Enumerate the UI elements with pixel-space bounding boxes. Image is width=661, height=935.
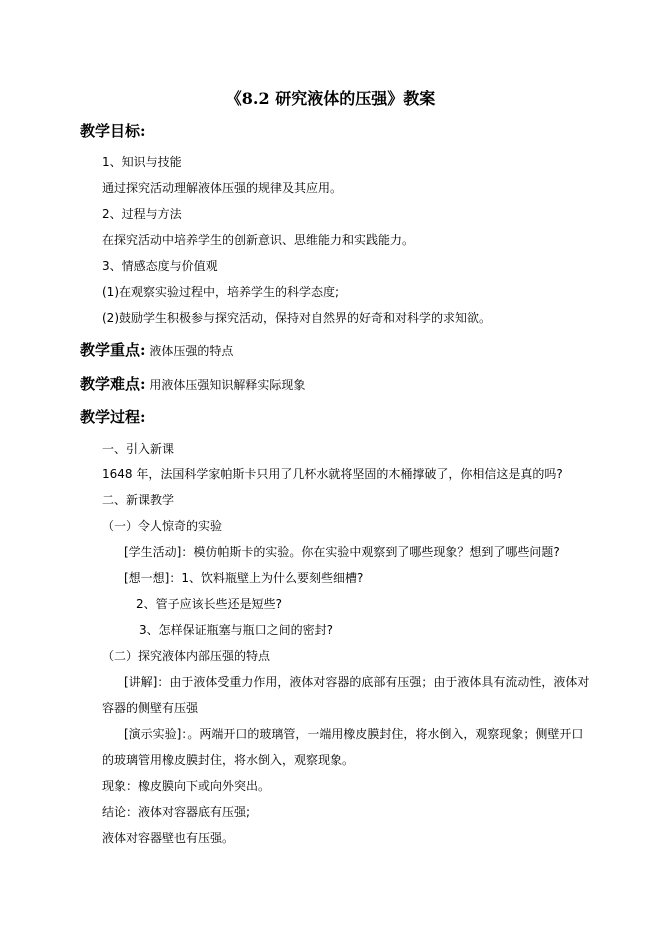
think-question-1: [想一想]：1、饮料瓶壁上为什么要刻些细槽? xyxy=(124,571,364,585)
goal-item-3-a: (1)在观察实验过程中，培养学生的科学态度; xyxy=(102,285,340,299)
goal-item-2: 2、过程与方法 xyxy=(102,207,182,221)
teaching-goals-heading: 教学目标: xyxy=(80,122,146,140)
demo-line-1: [演示实验]：。两端开口的玻璃管，一端用橡皮膜封住，将水倒入，观察现象；侧壁开口 xyxy=(124,727,584,741)
goal-item-2-text: 在探究活动中培养学生的创新意识、思维能力和实践能力。 xyxy=(102,233,415,247)
conclusion-line-1: 结论：液体对容器底有压强; xyxy=(102,805,251,819)
key-point-line xyxy=(80,340,233,361)
key-point-text: 液体压强的特点 xyxy=(149,344,234,358)
demo-line-2: 的玻璃管用橡皮膜封住，将水倒入，观察现象。 xyxy=(102,753,355,767)
goal-item-1-text: 通过探究活动理解液体压强的规律及其应用。 xyxy=(102,181,343,195)
key-point-label: 教学重点: xyxy=(80,341,146,359)
section-1-heading: 一、引入新课 xyxy=(102,442,175,456)
conclusion-line-2: 液体对容器壁也有压强。 xyxy=(102,831,235,845)
difficulty-text: 用液体压强知识解释实际现象 xyxy=(149,378,306,392)
lecture-line-2: 容器的侧壁有压强 xyxy=(102,701,199,715)
student-activity: [学生活动]：模仿帕斯卡的实验。你在实验中观察到了哪些现象？想到了哪些问题? xyxy=(124,545,560,559)
phenomenon-line: 现象：橡皮膜向下或向外突出。 xyxy=(102,779,271,793)
section-1-text: 1648 年，法国科学家帕斯卡只用了几杯水就将坚固的木桶撑破了，你相信这是真的吗? xyxy=(102,467,563,481)
think-question-2: 2、管子应该长些还是短些? xyxy=(136,597,283,611)
goal-item-1: 1、知识与技能 xyxy=(102,155,182,169)
section-2-heading: 二、新课教学 xyxy=(102,493,175,507)
document-title: 《8.2 研究液体的压强》教案 xyxy=(225,89,436,108)
subsection-1-heading: （一）令人惊奇的实验 xyxy=(102,519,223,533)
subsection-2-heading: （二）探究液体内部压强的特点 xyxy=(102,649,271,663)
goal-item-3-b: (2)鼓励学生积极参与探究活动，保持对自然界的好奇和对科学的求知欲。 xyxy=(102,311,492,325)
difficulty-label: 教学难点: xyxy=(80,375,146,393)
think-question-3: 3、怎样保证瓶塞与瓶口之间的密封? xyxy=(139,623,334,637)
goal-item-3: 3、情感态度与价值观 xyxy=(102,259,218,273)
difficulty-line xyxy=(80,374,305,395)
lecture-line-1: [讲解]：由于液体受重力作用，液体对容器的底部有压强；由于液体具有流动性，液体对 xyxy=(124,675,590,689)
teaching-process-heading: 教学过程: xyxy=(80,408,146,426)
